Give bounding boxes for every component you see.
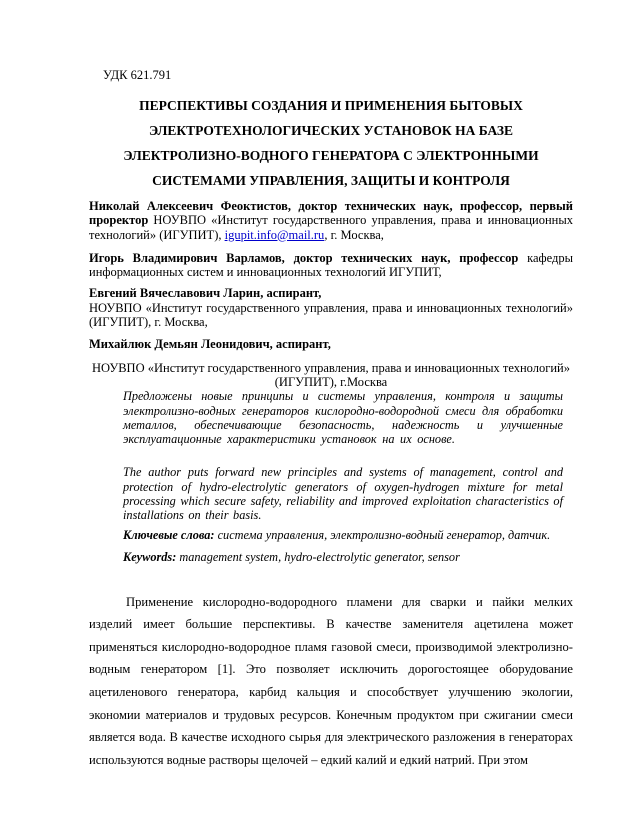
paper-title-line: ЭЛЕКТРОЛИЗНО-ВОДНОГО ГЕНЕРАТОРА С ЭЛЕКТРОННЫМИ (123, 148, 539, 163)
author-location: (ИГУПИТ), г.Москва (274, 374, 388, 389)
author-block (89, 199, 573, 242)
authors-section (89, 199, 573, 389)
keywords-english-text: management system, hydro-electrolytic generator, sensor (176, 549, 460, 564)
author-affiliation: НОУВПО «Институт государственного управления, права и инновационных технологий» (ИГУПИТ), г.Москва (92, 360, 570, 389)
email-link[interactable]: igupit.info@mail.ru (224, 227, 325, 242)
author-name-degrees: Михайлюк Демьян Леонидович, аспирант, (89, 337, 331, 352)
author-name-degrees: Николай Алексеевич Феоктистов, доктор технических наук, профессор, первый проректор (89, 199, 573, 228)
paper-title-line: ПЕРСПЕКТИВЫ СОЗДАНИЯ И ПРИМЕНЕНИЯ БЫТОВЫХ (139, 98, 523, 113)
author-name-degrees: Евгений Вячеславович Ларин, аспирант, (89, 286, 322, 301)
udk-code: УДК 621.791 (103, 68, 172, 82)
author-affiliation: НОУВПО «Институт государственного управления, права и инновационных технологий» (ИГУПИТ), (89, 213, 573, 242)
keywords-english (123, 550, 573, 565)
paper-title-line: ЭЛЕКТРОТЕХНОЛОГИЧЕСКИХ УСТАНОВОК НА БАЗЕ (149, 123, 513, 138)
abstract-english: The author puts forward new principles and systems of management, control and protection of hydro-electrolytic generators of oxygen-hydrogen mixture for metal processing which secure safety, reliability and improved exploitation characteristics of installations on their basis. (123, 465, 563, 523)
abstract-russian: Предложены новые принципы и системы управления, контроля и защиты электролизно-водных генераторов кислородно-водородной смеси для обработки металлов, обеспечивающие безопасность, надежность и улучшенные эксплуатационные характеристики установок на их основе. (123, 389, 563, 447)
keywords-russian (123, 528, 573, 543)
body-paragraph: Применение кислородно-водородного пламени для сварки и пайки мелких изделий имеет большие перспективы. В качестве заменителя ацетилена может применяться кислородно-водородное пламя газовой смеси, производимой электролизно-водным генератором [1]. Это позволяет исключить дорогостоящее оборудование ацетиленового генератора, карбид кальция и способствует улучшению экологии, экономии материалов и трудовых ресурсов. Конечным продуктом при сжигании смеси является вода. В качестве исходного сырья для электрического разложения в генераторах используются водные растворы щелочей – едкий калий и едкий натрий. При этом (89, 594, 573, 767)
author-block (89, 286, 573, 329)
author-location: , г. Москва, (324, 227, 384, 242)
author-block (89, 337, 573, 351)
keywords-russian-label: Ключевые слова: (123, 527, 215, 542)
author-block (89, 251, 573, 280)
article-body (89, 591, 573, 772)
author-name-degrees: Игорь Владимирович Варламов, доктор технических наук, профессор (89, 250, 519, 265)
author-affiliation: НОУВПО «Институт государственного управления, права и инновационных технологий» (ИГУПИТ), г. Москва, (89, 300, 573, 330)
paper-title (89, 93, 573, 193)
keywords-russian-text: система управления, электролизно-водный генератор, датчик. (214, 527, 551, 542)
author-affiliation: кафедры информационных систем и инновационных технологий ИГУПИТ, (89, 250, 573, 280)
keywords-english-label: Keywords: (123, 549, 177, 564)
paper-title-line: СИСТЕМАМИ УПРАВЛЕНИЯ, ЗАЩИТЫ И КОНТРОЛЯ (152, 173, 510, 188)
